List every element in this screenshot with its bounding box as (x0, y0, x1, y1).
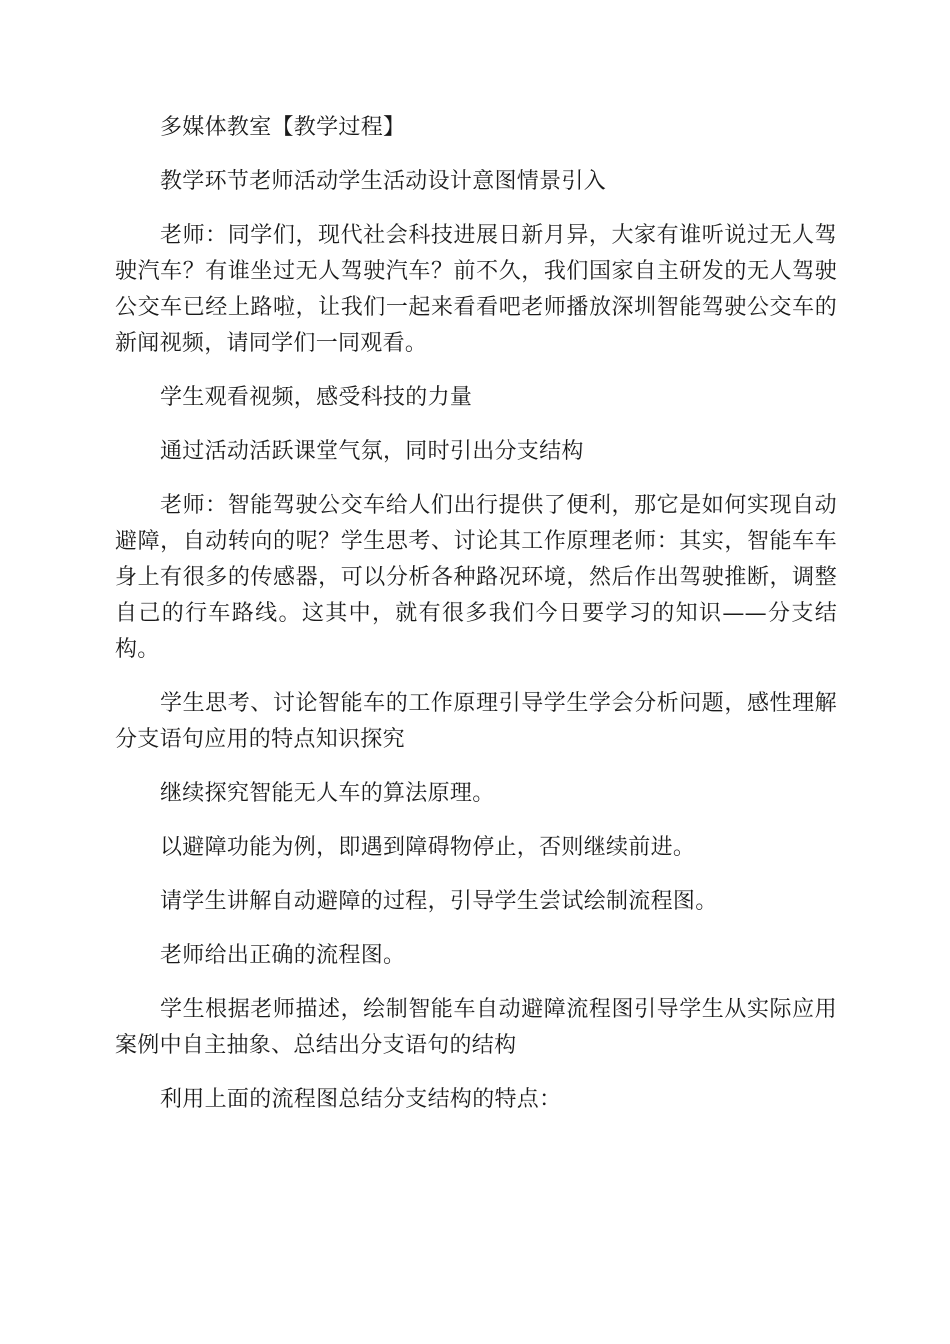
paragraph-summary: 利用上面的流程图总结分支结构的特点： (160, 1087, 562, 1112)
document-body (115, 110, 837, 1136)
paragraph-flowchart: 老师给出正确的流程图。 (160, 943, 406, 968)
paragraph-table-header: 教学环节老师活动学生活动设计意图情景引入 (160, 169, 607, 194)
paragraph-location: 多媒体教室【教学过程】 (160, 115, 406, 140)
paragraph-teacher-question: 老师：智能驾驶公交车给人们出行提供了便利，那它是如何实现自动避障，自动转向的呢？学生思考、讨论其工作原理老师：其实，智能车车身上有很多的传感器，可以分析各种路况环境，然后作出驾驶推断，调整自己的行车路线。这其中，就有很多我们今日要学习的知识——分支结构。 (115, 493, 837, 662)
paragraph-student-watch: 学生观看视频，感受科技的力量 (160, 385, 473, 410)
paragraph-student-draw: 学生根据老师描述，绘制智能车自动避障流程图引导学生从实际应用案例中自主抽象、总结出分支语句的结构 (115, 997, 837, 1058)
paragraph-student-discuss: 学生思考、讨论智能车的工作原理引导学生学会分析问题，感性理解分支语句应用的特点知识探究 (115, 691, 837, 752)
paragraph-explore: 继续探究智能无人车的算法原理。 (160, 781, 495, 806)
paragraph-teacher-intro: 老师：同学们，现代社会科技进展日新月异，大家有谁听说过无人驾驶汽车？有谁坐过无人驾驶汽车？前不久，我们国家自主研发的无人驾驶公交车已经上路啦，让我们一起来看看吧老师播放深圳智能驾驶公交车的新闻视频，请同学们一同观看。 (115, 223, 837, 356)
paragraph-example: 以避障功能为例，即遇到障碍物停止，否则继续前进。 (160, 835, 696, 860)
paragraph-explain: 请学生讲解自动避障的过程，引导学生尝试绘制流程图。 (160, 889, 718, 914)
paragraph-design-intent: 通过活动活跃课堂气氛，同时引出分支结构 (160, 439, 584, 464)
